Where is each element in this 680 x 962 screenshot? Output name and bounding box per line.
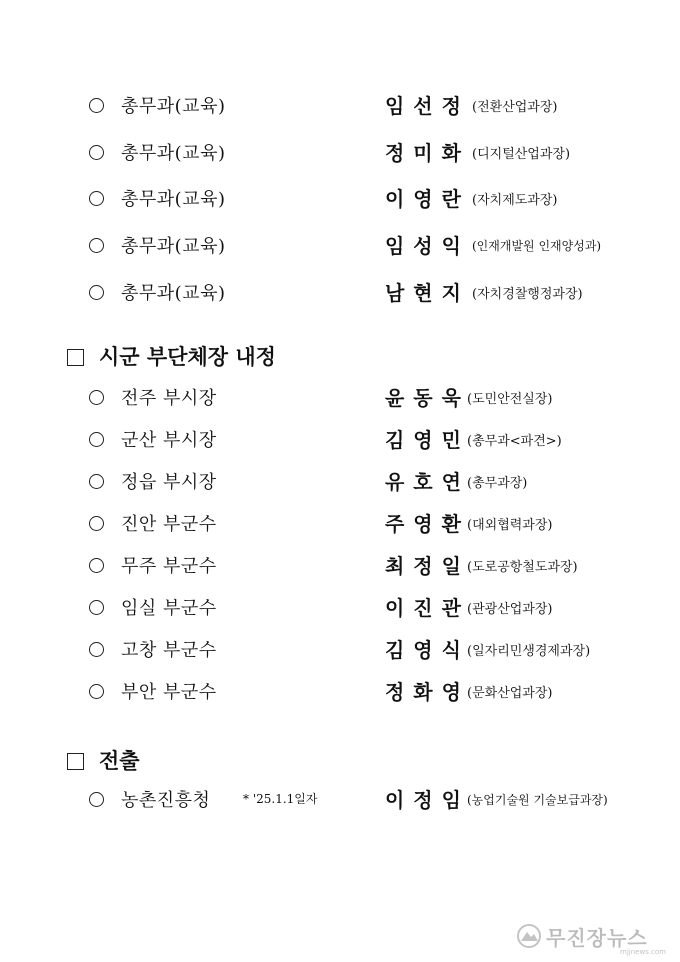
previous-position: (도로공항철도과장) [467,560,578,575]
list-item [0,594,680,624]
list-item [0,636,680,666]
circle-bullet-icon [89,390,104,405]
list-item [0,139,680,169]
person-name: 임 선 정 [385,94,462,118]
previous-position: (전환산업과장) [472,100,558,115]
circle-bullet-icon [89,474,104,489]
circle-bullet-icon [89,558,104,573]
post-title: 임실 부군수 [121,598,217,619]
post-title: 총무과(교육) [121,189,226,210]
circle-bullet-icon [89,792,104,807]
person-name: 정 화 영 [385,680,462,704]
circle-bullet-icon [89,238,104,253]
previous-position: (문화산업과장) [467,686,553,701]
post-title: 총무과(교육) [121,236,226,257]
circle-bullet-icon [89,684,104,699]
post-title: 정읍 부시장 [121,472,217,493]
circle-bullet-icon [89,145,104,160]
post-title: 농촌진흥청 [121,790,211,811]
post-title: 고창 부군수 [121,640,217,661]
section-header [67,344,667,376]
previous-position: (도민안전실장) [467,392,553,407]
date-note: * '25.1.1일자 [243,792,318,806]
post-title: 총무과(교육) [121,283,226,304]
person-name: 이 영 란 [385,187,462,211]
person-name: 유 호 연 [385,470,462,494]
person-name: 최 정 일 [385,554,462,578]
circle-bullet-icon [89,642,104,657]
person-name: 김 영 식 [385,638,462,662]
circle-bullet-icon [89,432,104,447]
previous-position: (인재개발원 인재양성과) [472,239,602,253]
previous-position: (총무과장) [467,476,528,491]
watermark-url: mjjnews.com [620,948,666,956]
square-bullet-icon [67,349,84,366]
previous-position: (대외협력과장) [467,518,553,533]
circle-bullet-icon [89,98,104,113]
previous-position: (총무과<파견>) [467,434,562,449]
circle-bullet-icon [89,191,104,206]
list-item [0,552,680,582]
circle-bullet-icon [89,600,104,615]
list-item [0,279,680,309]
previous-position: (자치경찰행정과장) [472,287,583,302]
list-item [0,232,680,262]
post-title: 전주 부시장 [121,388,217,409]
section-title: 전출 [99,749,140,773]
person-name: 정 미 화 [385,141,462,165]
post-title: 총무과(교육) [121,143,226,164]
previous-position: (농업기술원 기술보급과장) [467,793,608,807]
post-title: 군산 부시장 [121,430,217,451]
section-header [67,748,667,780]
person-name: 김 영 민 [385,428,462,452]
watermark [516,922,666,956]
list-item [0,678,680,708]
previous-position: (자치제도과장) [472,193,558,208]
previous-position: (일자리민생경제과장) [467,644,591,659]
list-item [0,786,680,816]
person-name: 주 영 환 [385,512,462,536]
circle-bullet-icon [89,285,104,300]
mountain-logo-icon [516,924,542,948]
person-name: 남 현 지 [385,281,462,305]
post-title: 무주 부군수 [121,556,217,577]
circle-bullet-icon [89,516,104,531]
list-item [0,426,680,456]
post-title: 총무과(교육) [121,96,226,117]
list-item [0,384,680,414]
person-name: 윤 동 욱 [385,386,462,410]
square-bullet-icon [67,753,84,770]
watermark-text: 무진장뉴스 [546,926,648,950]
list-item [0,468,680,498]
list-item [0,185,680,215]
list-item [0,510,680,540]
post-title: 부안 부군수 [121,682,217,703]
person-name: 이 정 임 [385,788,462,812]
person-name: 임 성 익 [385,234,462,258]
previous-position: (디지털산업과장) [472,147,571,162]
previous-position: (관광산업과장) [467,602,553,617]
post-title: 진안 부군수 [121,514,217,535]
section-title: 시군 부단체장 내정 [99,345,276,369]
list-item [0,92,680,122]
person-name: 이 진 관 [385,596,462,620]
